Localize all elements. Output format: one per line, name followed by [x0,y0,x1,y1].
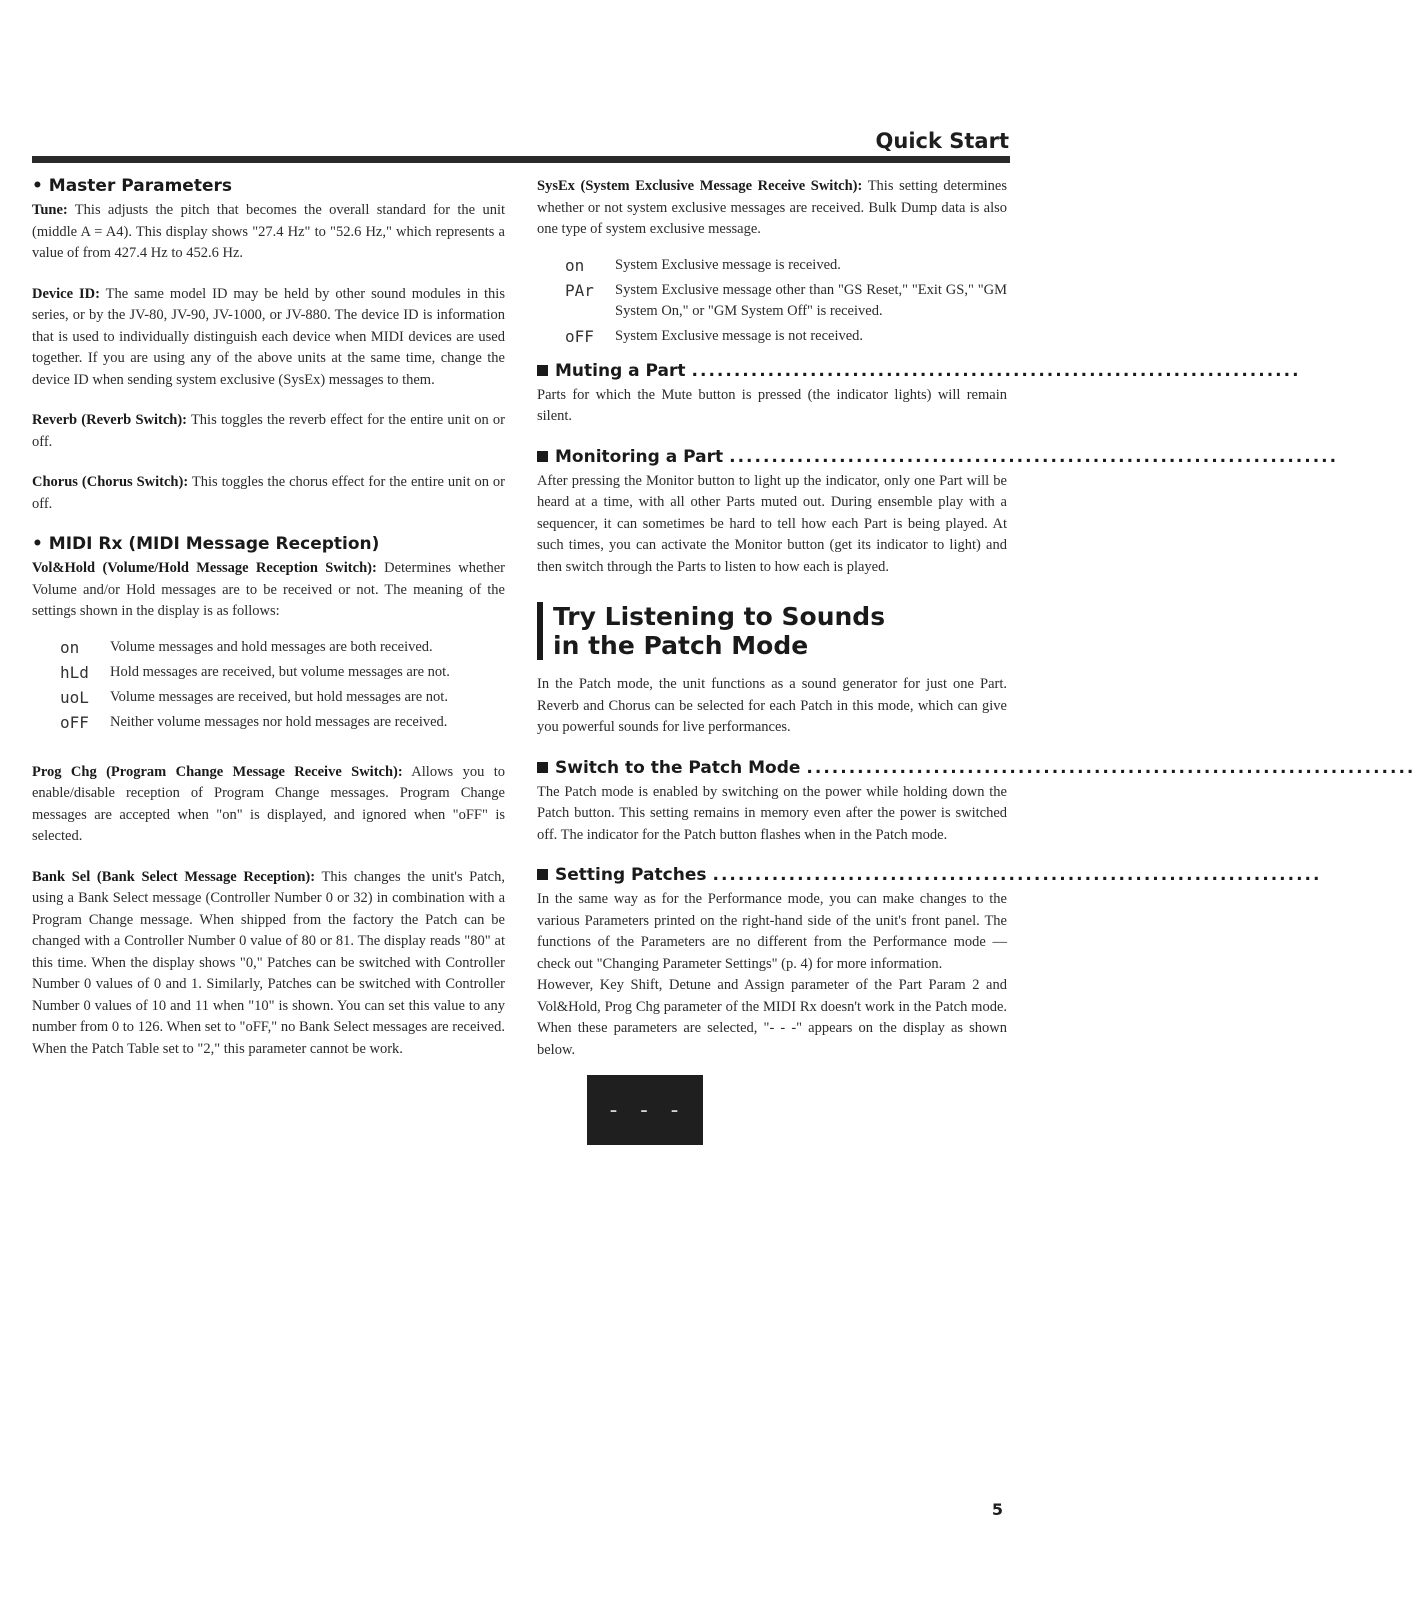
heading-bar [537,602,543,660]
option-desc: Volume messages and hold messages are both received. [110,638,433,655]
vol-hold-paragraph [32,558,505,623]
device-id-paragraph [32,284,505,392]
big-heading-line1: Try Listening to Sounds [553,602,886,631]
option-desc: Volume messages are received, but hold messages are not. [110,688,448,705]
option-row [60,687,505,708]
switch-patch-text: The Patch mode is enabled by switching on the power while holding down the Patch button. This setting remains in memory even after the power is switched off. The indicator for the Patch button flashes when in the Patch mode. [537,783,1007,843]
option-code: uoL [60,687,89,707]
left-column [32,176,505,1060]
option-code: hLd [60,662,89,682]
square-bullet-icon [537,869,548,880]
big-heading-line2: in the Patch Mode [553,631,809,660]
option-code: oFF [60,712,89,732]
switch-patch-heading-text: Switch to the Patch Mode [555,757,801,778]
patch-mode-section-heading [537,602,1007,660]
lcd-display [587,1075,703,1145]
device-id-term: Device ID: [32,285,100,302]
muting-text: Parts for which the Mute button is pressed (the indicator lights) will remain silent. [537,386,1007,424]
monitoring-heading [537,446,1339,467]
setting-patches-heading [537,865,1322,885]
device-id-text: The same model ID may be held by other sound modules in this series, or by the JV-80, JV-90, JV-1000, or JV-880. The device ID is information that is used to individually distinguish each device when MIDI devices are used together. If you are using any of the above units at the same time, change the device ID when sending system exclusive (SysEx) messages to them. [32,285,505,388]
chorus-term: Chorus (Chorus Switch): [32,474,189,490]
sysex-text: This setting determines whether or not system exclusive messages are received. Bulk Dump data is also one type of system exclusive message. [537,178,1007,237]
right-column [537,176,1415,1145]
switch-patch-heading [537,757,1415,778]
square-bullet-icon [537,451,548,462]
option-code: oFF [565,326,594,346]
setting-patches-text-2: However, Key Shift, Detune and Assign parameter of the Part Param 2 and Vol&Hold, Prog Chg parameter of the MIDI Rx doesn't work in the Patch mode. When these parameters are selected, "- - -" appears on the display as shown below. [537,977,1007,1058]
lcd-display-text: - - - [606,1097,684,1123]
dot-leader: ........................................................................ [729,446,1339,467]
chorus-text: This toggles the chorus effect for the entire unit on or off. [32,474,505,512]
page-number: 5 [991,1500,1003,1519]
monitoring-heading-text: Monitoring a Part [555,446,724,467]
option-row [565,326,1007,347]
square-bullet-icon [537,762,548,773]
option-desc: System Exclusive message other than "GS Reset," "Exit GS," "GM System On," or "GM System Off" is received. [615,281,1007,319]
option-code: PAr [565,280,594,300]
option-code: on [60,637,80,657]
sysex-paragraph [537,176,1007,241]
bank-sel-text: This changes the unit's Patch, using a Bank Select message (Controller Number 0 or 32) in combination with a Program Change message. When shipped from the factory the Patch can be changed with a Controller Number 0 value of 80 or 81. The display reads "80" at this time. When the display shows "0," Patches can be switched with Controller Number 0 values of 0 and 1. Similarly, Patches can be switched with Controller Number 0 values of 10 and 11 when "10" is shown. You can set this value to any number from 0 to 126. When set to "oFF," no Bank Select messages are received. When the Patch Table set to "2," this parameter cannot be work. [32,868,505,1057]
muting-heading-text: Muting a Part [555,360,686,381]
page-header-title: Quick Start [875,129,1009,153]
setting-patches-text-1: In the same way as for the Performance mode, you can make changes to the various Parameters printed on the right-hand side of the unit's front panel. The functions of the Parameters are no different from the Performance mode — check out "Changing Parameter Settings" (p. 4) for more information. [537,891,1007,972]
option-desc: Neither volume messages nor hold messages are received. [110,713,448,730]
chorus-paragraph [32,472,505,515]
option-row [565,280,1007,322]
reverb-term: Reverb (Reverb Switch): [32,412,187,428]
reverb-paragraph [32,410,505,453]
option-desc: System Exclusive message is not received. [615,327,864,344]
option-row [565,255,1007,276]
vol-hold-term: Vol&Hold (Volume/Hold Message Reception Switch): [32,560,377,576]
square-bullet-icon [537,365,548,376]
setting-patches-heading-text: Setting Patches [555,865,707,885]
option-desc: System Exclusive message is received. [615,256,841,273]
tune-paragraph [32,200,505,265]
option-row [60,662,505,683]
muting-heading [537,360,1301,381]
midi-rx-heading: • MIDI Rx (MIDI Message Reception) [32,534,380,554]
bank-sel-paragraph [32,867,505,1061]
prog-chg-paragraph [32,762,505,848]
sysex-term: SysEx (System Exclusive Message Receive Switch): [537,178,863,194]
option-code: on [565,255,585,275]
patch-intro-text: In the Patch mode, the unit functions as a sound generator for just one Part. Reverb and Chorus can be selected for each Patch in this mode, which can give you powerful sounds for live performances. [537,676,1007,735]
bank-sel-term: Bank Sel (Bank Select Message Reception): [32,868,316,885]
option-row [60,712,505,733]
master-parameters-heading: • Master Parameters [32,176,232,196]
monitoring-text: After pressing the Monitor button to light up the indicator, only one Part will be heard at a time, with all other Parts muted out. During ensemble play with a sequencer, it can sometimes be hard to tell how each Part is being played. At such times, you can activate the Monitor button (get its indicator to light) and then switch through the Parts to listen to how each is played. [537,472,1007,575]
dot-leader: ........................................................................ [806,757,1415,778]
header-rule [32,156,1010,163]
vol-hold-options [60,637,505,733]
tune-term: Tune: [32,202,68,218]
prog-chg-text: Allows you to enable/disable reception of Program Change messages. Program Change messages are accepted when "on" is displayed, and ignored when "oFF" is selected. [32,763,505,844]
option-desc: Hold messages are received, but volume messages are not. [110,663,450,680]
dot-leader: ........................................................................ [691,360,1301,381]
prog-chg-term: Prog Chg (Program Change Message Receive Switch): [32,763,403,780]
tune-text: This adjusts the pitch that becomes the overall standard for the unit (middle A = A4). This display shows "27.4 Hz" to "52.6 Hz," which represents a value of from 427.4 Hz to 452.6 Hz. [32,202,505,261]
sysex-options [565,255,1007,347]
dot-leader: ........................................................................ [712,865,1322,885]
option-row [60,637,505,658]
vol-hold-text: Determines whether Volume and/or Hold messages are to be received or not. The meaning of the settings shown in the display is as follows: [32,560,505,619]
reverb-text: This toggles the reverb effect for the entire unit on or off. [32,412,505,450]
